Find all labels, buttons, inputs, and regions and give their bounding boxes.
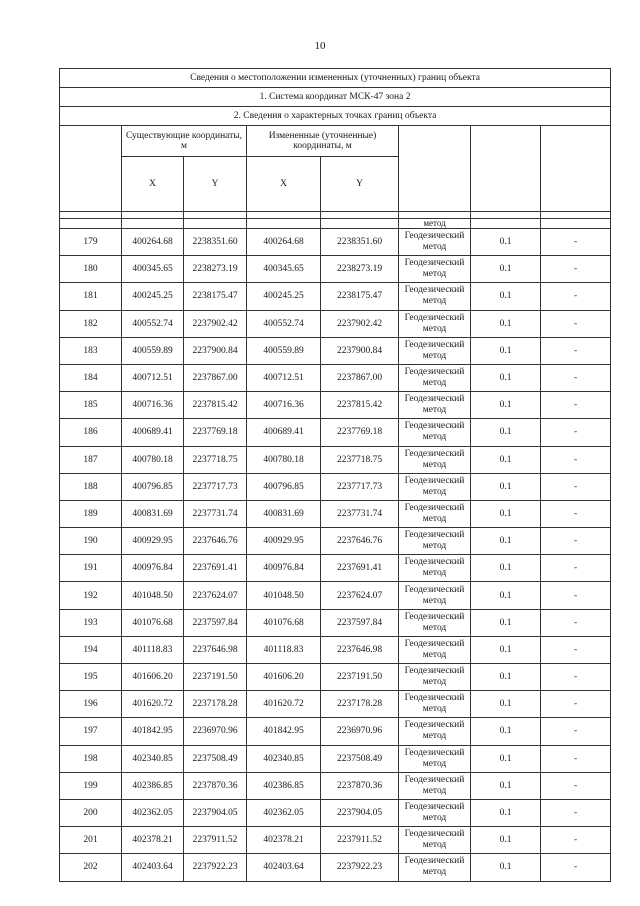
existing-y-cell: 2237769.18 xyxy=(184,419,247,446)
method-cell: Геодезический метод xyxy=(399,664,471,691)
point-number-cell: 179 xyxy=(60,229,122,256)
point-number-cell: 186 xyxy=(60,419,122,446)
header-spacer-row xyxy=(60,212,611,219)
description-cell: - xyxy=(541,691,611,718)
changed-x-cell: 400929.95 xyxy=(247,528,321,555)
accuracy-cell: 0.1 xyxy=(471,364,541,391)
accuracy-cell: 0.1 xyxy=(471,283,541,310)
description-cell: - xyxy=(541,664,611,691)
changed-x-cell: 402340.85 xyxy=(247,745,321,772)
accuracy-cell: 0.1 xyxy=(471,473,541,500)
table-row xyxy=(60,392,611,419)
existing-x-cell: 400716.36 xyxy=(122,392,184,419)
existing-x-cell: 400245.25 xyxy=(122,283,184,310)
existing-y-cell: 2237646.98 xyxy=(184,636,247,663)
description-cell: - xyxy=(541,609,611,636)
changed-y-cell: 2237718.75 xyxy=(321,446,399,473)
changed-y-cell: 2237902.42 xyxy=(321,310,399,337)
existing-y-cell: 2237911.52 xyxy=(184,827,247,854)
existing-y-cell: 2237902.42 xyxy=(184,310,247,337)
table-row xyxy=(60,664,611,691)
description-cell: - xyxy=(541,283,611,310)
method-cell: Геодезический метод xyxy=(399,528,471,555)
existing-x-cell: 400831.69 xyxy=(122,500,184,527)
table-row xyxy=(60,745,611,772)
existing-x-cell: 400345.65 xyxy=(122,256,184,283)
table-row xyxy=(60,364,611,391)
existing-y-cell: 2237691.41 xyxy=(184,555,247,582)
table-row xyxy=(60,500,611,527)
changed-x-cell: 400264.68 xyxy=(247,229,321,256)
method-cell: Геодезический метод xyxy=(399,229,471,256)
description-cell: - xyxy=(541,392,611,419)
changed-y-cell: 2237646.98 xyxy=(321,636,399,663)
accuracy-cell: 0.1 xyxy=(471,337,541,364)
description-cell: - xyxy=(541,528,611,555)
table-row xyxy=(60,256,611,283)
table-row xyxy=(60,636,611,663)
description-cell: - xyxy=(541,310,611,337)
accuracy-cell: 0.1 xyxy=(471,419,541,446)
table-row xyxy=(60,419,611,446)
table-row xyxy=(60,827,611,854)
table-row xyxy=(60,555,611,582)
method-cell: Геодезический метод xyxy=(399,582,471,609)
existing-y-cell: 2237900.84 xyxy=(184,337,247,364)
changed-y-cell: 2237870.36 xyxy=(321,772,399,799)
existing-y-cell: 2237731.74 xyxy=(184,500,247,527)
existing-x-cell: 401842.95 xyxy=(122,718,184,745)
point-number-cell: 181 xyxy=(60,283,122,310)
description-cell: - xyxy=(541,582,611,609)
accuracy-cell: 0.1 xyxy=(471,555,541,582)
description-cell: - xyxy=(541,419,611,446)
accuracy-cell: 0.1 xyxy=(471,636,541,663)
table-row xyxy=(60,609,611,636)
description-cell: - xyxy=(541,473,611,500)
method-cell: Геодезический метод xyxy=(399,473,471,500)
accuracy-cell: 0.1 xyxy=(471,446,541,473)
existing-y-cell: 2238351.60 xyxy=(184,229,247,256)
existing-x-cell: 401118.83 xyxy=(122,636,184,663)
changed-y-cell: 2237691.41 xyxy=(321,555,399,582)
accuracy-cell: 0.1 xyxy=(471,664,541,691)
changed-x-cell: 400712.51 xyxy=(247,364,321,391)
description-cell: - xyxy=(541,827,611,854)
changed-x-cell: 402386.85 xyxy=(247,772,321,799)
description-cell: - xyxy=(541,229,611,256)
header-description xyxy=(541,126,611,212)
changed-x-cell: 401842.95 xyxy=(247,718,321,745)
description-cell: - xyxy=(541,854,611,881)
method-cell: Геодезический метод xyxy=(399,310,471,337)
method-cell: Геодезический метод xyxy=(399,555,471,582)
changed-x-cell: 401048.50 xyxy=(247,582,321,609)
table-row xyxy=(60,582,611,609)
method-cell: Геодезический метод xyxy=(399,772,471,799)
changed-x-cell: 402403.64 xyxy=(247,854,321,881)
existing-x-cell: 401076.68 xyxy=(122,609,184,636)
header-point-number xyxy=(60,126,122,212)
table-row xyxy=(60,310,611,337)
accuracy-cell: 0.1 xyxy=(471,229,541,256)
existing-x-cell: 402403.64 xyxy=(122,854,184,881)
description-cell: - xyxy=(541,718,611,745)
header-existing-coordinates: Существующие координаты, м xyxy=(122,126,247,157)
changed-x-cell: 400780.18 xyxy=(247,446,321,473)
changed-x-cell: 401620.72 xyxy=(247,691,321,718)
point-number-cell: 185 xyxy=(60,392,122,419)
changed-y-cell: 2237904.05 xyxy=(321,799,399,826)
accuracy-cell: 0.1 xyxy=(471,772,541,799)
changed-x-cell: 401076.68 xyxy=(247,609,321,636)
accuracy-cell: 0.1 xyxy=(471,691,541,718)
point-number-cell: 192 xyxy=(60,582,122,609)
existing-y-cell: 2236970.96 xyxy=(184,718,247,745)
changed-y-cell: 2237191.50 xyxy=(321,664,399,691)
changed-x-cell: 402378.21 xyxy=(247,827,321,854)
changed-y-cell: 2237178.28 xyxy=(321,691,399,718)
existing-x-cell: 402386.85 xyxy=(122,772,184,799)
existing-y-cell: 2237646.76 xyxy=(184,528,247,555)
coordinate-system-title: 1. Система координат МСК-47 зона 2 xyxy=(60,88,611,107)
method-cell: Геодезический метод xyxy=(399,827,471,854)
description-cell: - xyxy=(541,337,611,364)
changed-y-cell: 2237900.84 xyxy=(321,337,399,364)
point-number-cell: 201 xyxy=(60,827,122,854)
changed-y-cell: 2237508.49 xyxy=(321,745,399,772)
accuracy-cell: 0.1 xyxy=(471,500,541,527)
existing-x-cell: 401620.72 xyxy=(122,691,184,718)
existing-y-cell: 2238273.19 xyxy=(184,256,247,283)
description-cell: - xyxy=(541,636,611,663)
table-row xyxy=(60,854,611,881)
continuation-row xyxy=(60,219,611,229)
existing-x-cell: 400552.74 xyxy=(122,310,184,337)
accuracy-cell: 0.1 xyxy=(471,609,541,636)
existing-x-cell: 400976.84 xyxy=(122,555,184,582)
existing-x-cell: 400559.89 xyxy=(122,337,184,364)
method-cell: Геодезический метод xyxy=(399,446,471,473)
existing-y-cell: 2238175.47 xyxy=(184,283,247,310)
existing-x-cell: 401048.50 xyxy=(122,582,184,609)
changed-x-cell: 401606.20 xyxy=(247,664,321,691)
changed-x-cell: 400689.41 xyxy=(247,419,321,446)
point-number-cell: 194 xyxy=(60,636,122,663)
changed-x-cell: 402362.05 xyxy=(247,799,321,826)
point-number-cell: 198 xyxy=(60,745,122,772)
point-number-cell: 202 xyxy=(60,854,122,881)
continuation-method: метод xyxy=(399,219,471,229)
header-changed-x: X xyxy=(247,157,321,212)
existing-y-cell: 2237624.07 xyxy=(184,582,247,609)
point-number-cell: 200 xyxy=(60,799,122,826)
existing-x-cell: 402378.21 xyxy=(122,827,184,854)
method-cell: Геодезический метод xyxy=(399,337,471,364)
point-number-cell: 196 xyxy=(60,691,122,718)
changed-x-cell: 400559.89 xyxy=(247,337,321,364)
method-cell: Геодезический метод xyxy=(399,500,471,527)
changed-y-cell: 2237911.52 xyxy=(321,827,399,854)
point-number-cell: 193 xyxy=(60,609,122,636)
point-number-cell: 180 xyxy=(60,256,122,283)
table-row xyxy=(60,337,611,364)
changed-y-cell: 2237597.84 xyxy=(321,609,399,636)
accuracy-cell: 0.1 xyxy=(471,745,541,772)
method-cell: Геодезический метод xyxy=(399,854,471,881)
accuracy-cell: 0.1 xyxy=(471,718,541,745)
changed-y-cell: 2238175.47 xyxy=(321,283,399,310)
changed-x-cell: 400796.85 xyxy=(247,473,321,500)
method-cell: Геодезический метод xyxy=(399,745,471,772)
page-number: 10 xyxy=(314,40,326,52)
header-method xyxy=(399,126,471,212)
table-row xyxy=(60,229,611,256)
changed-x-cell: 400345.65 xyxy=(247,256,321,283)
method-cell: Геодезический метод xyxy=(399,691,471,718)
description-cell: - xyxy=(541,364,611,391)
description-cell: - xyxy=(541,500,611,527)
changed-y-cell: 2237867.00 xyxy=(321,364,399,391)
accuracy-cell: 0.1 xyxy=(471,256,541,283)
changed-x-cell: 400831.69 xyxy=(247,500,321,527)
existing-x-cell: 400796.85 xyxy=(122,473,184,500)
existing-y-cell: 2237508.49 xyxy=(184,745,247,772)
point-number-cell: 199 xyxy=(60,772,122,799)
method-cell: Геодезический метод xyxy=(399,392,471,419)
table-row xyxy=(60,473,611,500)
existing-y-cell: 2237870.36 xyxy=(184,772,247,799)
existing-x-cell: 400780.18 xyxy=(122,446,184,473)
method-cell: Геодезический метод xyxy=(399,718,471,745)
description-cell: - xyxy=(541,745,611,772)
table-row xyxy=(60,691,611,718)
existing-y-cell: 2237718.75 xyxy=(184,446,247,473)
method-cell: Геодезический метод xyxy=(399,636,471,663)
accuracy-cell: 0.1 xyxy=(471,310,541,337)
accuracy-cell: 0.1 xyxy=(471,582,541,609)
existing-y-cell: 2237597.84 xyxy=(184,609,247,636)
existing-y-cell: 2237178.28 xyxy=(184,691,247,718)
existing-y-cell: 2237191.50 xyxy=(184,664,247,691)
point-number-cell: 197 xyxy=(60,718,122,745)
description-cell: - xyxy=(541,256,611,283)
point-number-cell: 183 xyxy=(60,337,122,364)
existing-y-cell: 2237904.05 xyxy=(184,799,247,826)
method-cell: Геодезический метод xyxy=(399,799,471,826)
changed-y-cell: 2236970.96 xyxy=(321,718,399,745)
header-existing-y: Y xyxy=(184,157,247,212)
changed-y-cell: 2238351.60 xyxy=(321,229,399,256)
point-number-cell: 182 xyxy=(60,310,122,337)
existing-x-cell: 402340.85 xyxy=(122,745,184,772)
changed-x-cell: 400976.84 xyxy=(247,555,321,582)
existing-y-cell: 2237867.00 xyxy=(184,364,247,391)
accuracy-cell: 0.1 xyxy=(471,854,541,881)
existing-y-cell: 2237717.73 xyxy=(184,473,247,500)
table-row xyxy=(60,528,611,555)
method-cell: Геодезический метод xyxy=(399,283,471,310)
existing-x-cell: 402362.05 xyxy=(122,799,184,826)
accuracy-cell: 0.1 xyxy=(471,528,541,555)
table-row xyxy=(60,718,611,745)
table-row xyxy=(60,799,611,826)
point-number-cell: 187 xyxy=(60,446,122,473)
header-existing-x: X xyxy=(122,157,184,212)
point-number-cell: 184 xyxy=(60,364,122,391)
existing-y-cell: 2237815.42 xyxy=(184,392,247,419)
changed-x-cell: 400716.36 xyxy=(247,392,321,419)
table-row xyxy=(60,283,611,310)
description-cell: - xyxy=(541,446,611,473)
existing-y-cell: 2237922.23 xyxy=(184,854,247,881)
section-title: Сведения о местоположении измененных (уточненных) границ объекта xyxy=(60,69,611,88)
changed-x-cell: 401118.83 xyxy=(247,636,321,663)
changed-y-cell: 2237731.74 xyxy=(321,500,399,527)
changed-y-cell: 2237769.18 xyxy=(321,419,399,446)
accuracy-cell: 0.1 xyxy=(471,827,541,854)
header-changed-coordinates: Измененные (уточненные) координаты, м xyxy=(247,126,399,157)
header-accuracy xyxy=(471,126,541,212)
changed-y-cell: 2237646.76 xyxy=(321,528,399,555)
changed-y-cell: 2237815.42 xyxy=(321,392,399,419)
existing-x-cell: 401606.20 xyxy=(122,664,184,691)
changed-y-cell: 2237922.23 xyxy=(321,854,399,881)
changed-y-cell: 2237717.73 xyxy=(321,473,399,500)
point-number-cell: 190 xyxy=(60,528,122,555)
existing-x-cell: 400264.68 xyxy=(122,229,184,256)
changed-y-cell: 2237624.07 xyxy=(321,582,399,609)
existing-x-cell: 400929.95 xyxy=(122,528,184,555)
points-info-title: 2. Сведения о характерных точках границ объекта xyxy=(60,107,611,126)
description-cell: - xyxy=(541,772,611,799)
table-row xyxy=(60,772,611,799)
point-number-cell: 188 xyxy=(60,473,122,500)
coordinates-table xyxy=(59,68,611,882)
changed-x-cell: 400245.25 xyxy=(247,283,321,310)
accuracy-cell: 0.1 xyxy=(471,392,541,419)
existing-x-cell: 400689.41 xyxy=(122,419,184,446)
point-number-cell: 189 xyxy=(60,500,122,527)
changed-y-cell: 2238273.19 xyxy=(321,256,399,283)
description-cell: - xyxy=(541,799,611,826)
method-cell: Геодезический метод xyxy=(399,364,471,391)
table-row xyxy=(60,446,611,473)
point-number-cell: 191 xyxy=(60,555,122,582)
header-changed-y: Y xyxy=(321,157,399,212)
changed-x-cell: 400552.74 xyxy=(247,310,321,337)
method-cell: Геодезический метод xyxy=(399,256,471,283)
existing-x-cell: 400712.51 xyxy=(122,364,184,391)
description-cell: - xyxy=(541,555,611,582)
method-cell: Геодезический метод xyxy=(399,419,471,446)
method-cell: Геодезический метод xyxy=(399,609,471,636)
accuracy-cell: 0.1 xyxy=(471,799,541,826)
point-number-cell: 195 xyxy=(60,664,122,691)
